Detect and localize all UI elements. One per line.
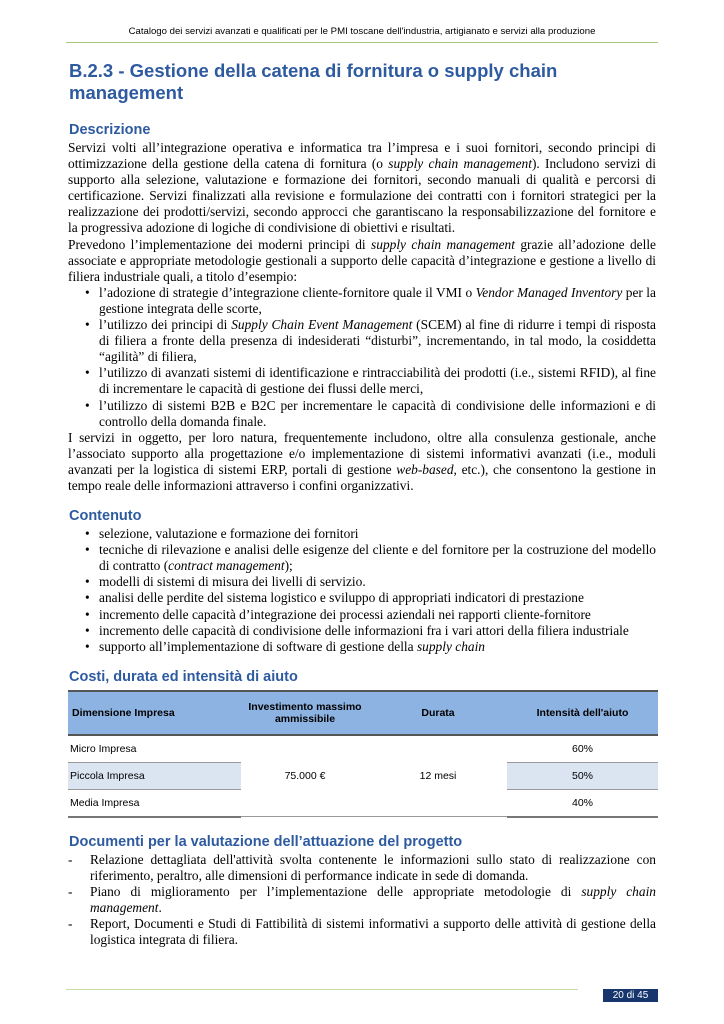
list-item: - Relazione dettagliata dell'attività svolta contenente le informazioni sullo stato di realizzazione con riferimento, peraltro, alle dimensioni di performance indicate in sede di domanda. — [68, 852, 656, 884]
italic-term: Vendor Managed Inventory — [475, 284, 623, 300]
description-bullets — [68, 285, 656, 430]
column-header: Intensità dell'aiuto — [507, 691, 658, 735]
column-header: Dimensione Impresa — [68, 691, 241, 735]
intensita-cell: 60% — [507, 735, 658, 763]
page-content — [68, 58, 656, 948]
italic-term: supply chain management — [371, 236, 515, 252]
investimento-cell: 75.000 € — [241, 735, 369, 817]
list-item: • modelli di sistemi di misura dei livelli di servizio. — [68, 574, 656, 590]
intensita-cell: 40% — [507, 789, 658, 817]
description-paragraph: I servizi in oggetto, per loro natura, frequentemente includono, oltre alla consulenza gestionale, anche l’associato supporto alla progettazione e/o implementazione di sistemi informativi avanzati (i.e., moduli avanzati per la logistica di sistemi ERP, portali di gestione web-based, etc.), che consentono la gestione in tempo reale delle informazioni attraverso i confini organizzativi. — [68, 429, 656, 493]
documents-list — [68, 852, 656, 949]
intensita-cell: 50% — [507, 762, 658, 789]
table-row — [68, 735, 658, 763]
table-header-row — [68, 691, 658, 735]
list-item: • l’utilizzo dei principi di Supply Chain Event Management (SCEM) al fine di ridurre i tempi di risposta di filiera a fronte della presenza di indesiderati “disturbi”, incrementando, in tal modo, la cosiddetta “agilità” di filiera, — [68, 317, 656, 365]
list-item: • l’utilizzo di avanzati sistemi di identificazione e rintracciabilità dei prodotti (i.e., sistemi RFID), al fine di incrementare le capacità di gestione dei flussi delle merci, — [68, 365, 656, 397]
list-item: • l’adozione di strategie d’integrazione cliente-fornitore quale il VMI o Vendor Managed Inventory per la gestione integrata delle scorte, — [68, 285, 656, 317]
section-heading-costi: Costi, durata ed intensità di aiuto — [69, 668, 298, 685]
dimensione-cell: Micro Impresa — [68, 735, 241, 763]
page-number: 20 di 45 — [603, 989, 658, 1002]
italic-term: supply chain management — [90, 884, 656, 916]
durata-cell: 12 mesi — [369, 735, 507, 817]
description-paragraph: Prevedono l’implementazione dei moderni principi di supply chain management grazie all’adozione delle associate e appropriate metodologie gestionali a supporto delle capacità d’integrazione e gestione a livello di filiera industriale quali, a titolo d’esempio: — [68, 236, 656, 284]
italic-term: web-based — [396, 461, 454, 477]
column-header: Durata — [369, 691, 507, 735]
list-item: • analisi delle perdite del sistema logistico e sviluppo di appropriati indicatori di prestazione — [68, 590, 656, 606]
dimensione-cell: Media Impresa — [68, 789, 241, 817]
list-item: • incremento delle capacità di condivisione delle informazioni fra i vari attori della filiera industriale — [68, 623, 656, 639]
italic-term: supply chain management — [388, 156, 532, 172]
footer-divider — [66, 989, 578, 990]
list-item: - Report, Documenti e Studi di Fattibilità di sistemi informativi a supporto delle attività di gestione della logistica integrata di filiera. — [68, 916, 656, 948]
description-paragraph: Servizi volti all’integrazione operativa e informatica tra l’impresa e i suoi fornitori, secondo principi di ottimizzazione della gestione della catena di fornitura (o supply chain management). Includono servizi di supporto alla selezione, valutazione e formazione dei fornitori, secondo manuali di qualità e percorsi di certificazione. Servizi finalizzati alla revisione e formulazione dei contratti con i fornitori strategici per la realizzazione dei prodotti/servizi, secondo approcci che garantiscano la responsabilizzazione del fornitore e la progressiva adozione di logiche di condivisione di obiettivi e risultati. — [68, 140, 656, 236]
dimensione-cell: Piccola Impresa — [68, 762, 241, 789]
costs-table — [68, 690, 658, 818]
italic-term: contract management — [168, 558, 285, 574]
page-title: B.2.3 - Gestione della catena di fornitura o supply chain management — [69, 60, 558, 103]
section-heading-contenuto: Contenuto — [69, 508, 142, 525]
list-item: • tecniche di rilevazione e analisi delle esigenze del cliente e del fornitore per la costruzione del modello di contratto (contract management); — [68, 542, 656, 574]
column-header: Investimento massimo ammissibile — [241, 691, 369, 735]
italic-term: Supply Chain Event Management — [231, 317, 413, 333]
running-header: Catalogo dei servizi avanzati e qualificati per le PMI toscane dell'industria, artigianato e servizi alla produzione — [66, 26, 658, 43]
italic-term: supply chain — [416, 638, 485, 654]
section-heading-descrizione: Descrizione — [69, 122, 151, 138]
section-heading-documenti: Documenti per la valutazione dell’attuazione del progetto — [69, 833, 463, 850]
list-item: • l’utilizzo di sistemi B2B e B2C per incrementare le capacità di condivisione delle informazioni e di controllo della domanda finale. — [68, 398, 656, 430]
content-bullets — [68, 526, 656, 655]
list-item: • selezione, valutazione e formazione dei fornitori — [68, 526, 656, 542]
list-item: • supporto all’implementazione di software di gestione della supply chain — [68, 639, 656, 655]
list-item: - Piano di miglioramento per l’implementazione delle appropriate metodologie di supply chain management. — [68, 884, 656, 916]
list-item: • incremento delle capacità d’integrazione dei processi aziendali nei rapporti cliente-fornitore — [68, 607, 656, 623]
